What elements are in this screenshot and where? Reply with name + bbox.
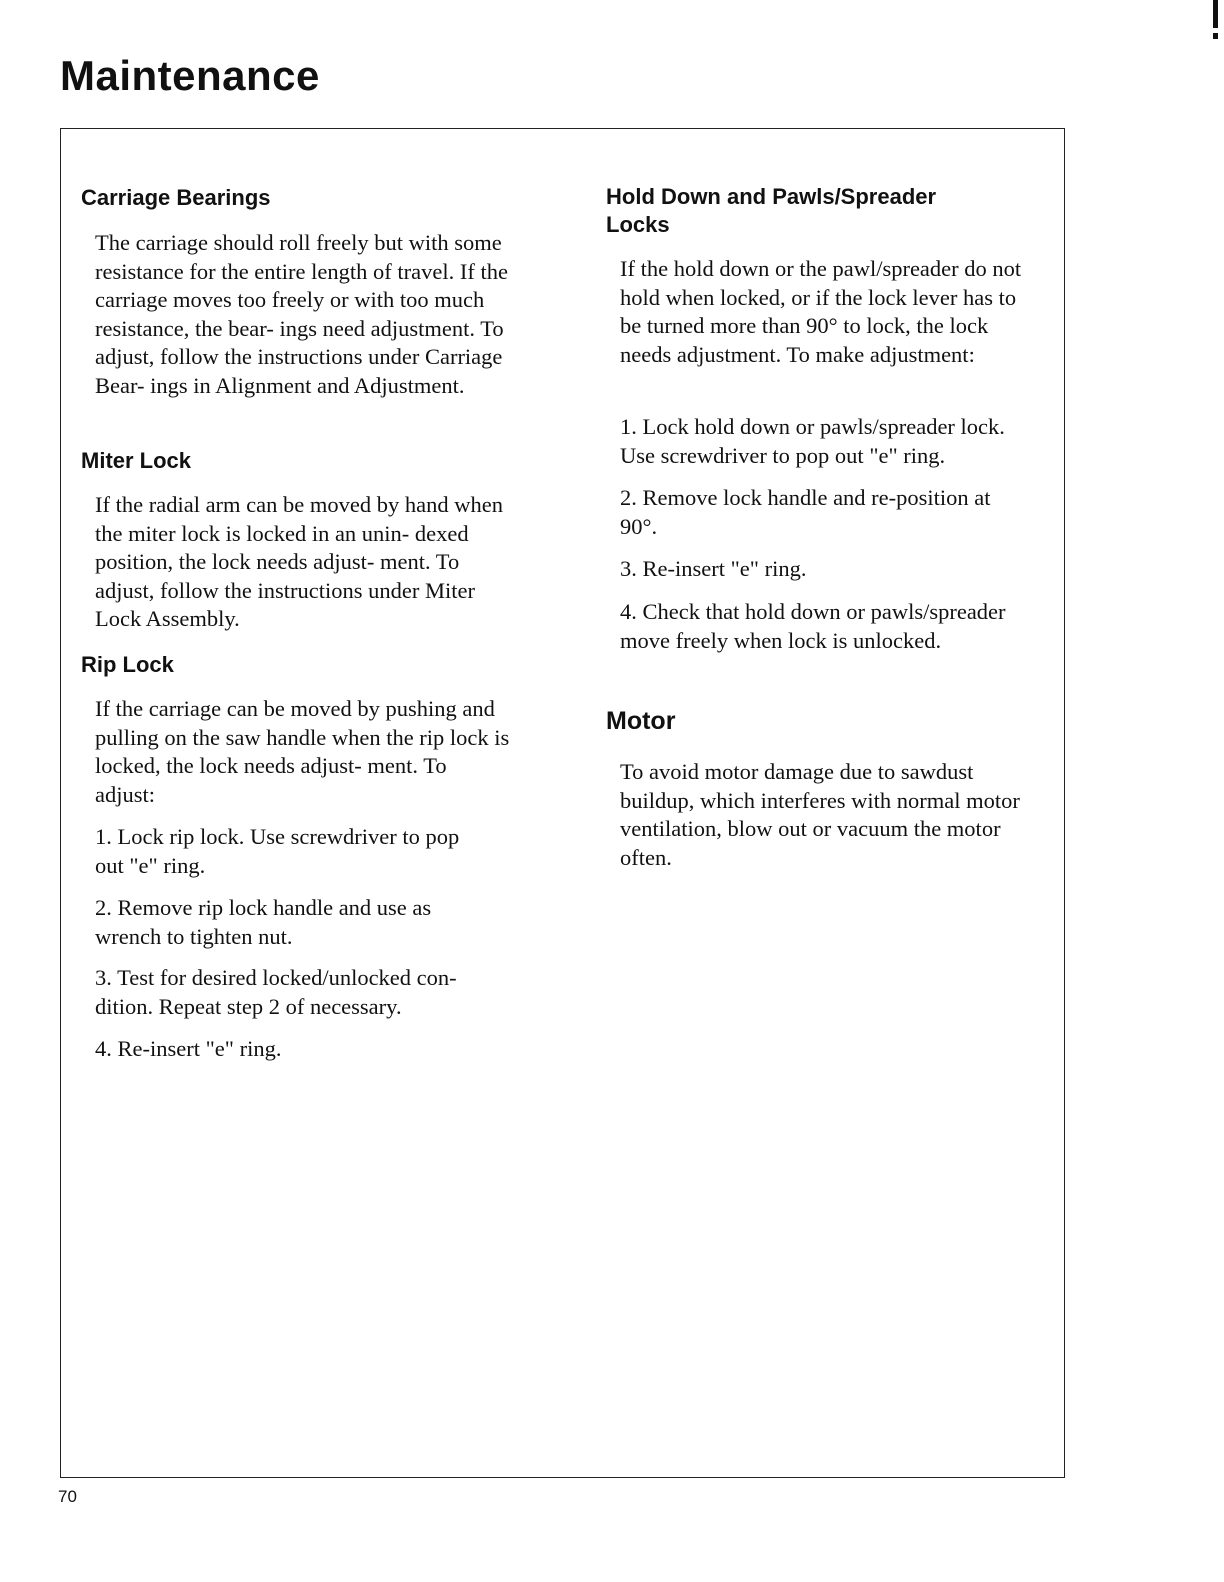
heading-rip-lock: Rip Lock [81, 652, 174, 677]
paragraph-hold-down: If the hold down or the pawl/spreader do not hold when locked, or if the lock lever has to be turned more than 90° to lock, the lock needs adjustment. To make adjustment: [620, 256, 1022, 367]
rip-lock-step-1: 1. Lock rip lock. Use screwdriver to pop out "e" ring. [95, 824, 460, 878]
rip-lock-step-2: 2. Remove rip lock handle and use as wrench to tighten nut. [95, 895, 432, 949]
hold-down-step-4: 4. Check that hold down or pawls/spreader move freely when lock is unlocked. [620, 599, 1006, 653]
hold-down-step-1: 1. Lock hold down or pawls/spreader lock. Use screwdriver to pop out "e" ring. [620, 414, 1005, 468]
hold-down-step-3: 3. Re-insert "e" ring. [620, 556, 807, 581]
paragraph-miter-lock: If the radial arm can be moved by hand when the miter lock is locked in an unin- dexed position, the lock needs adjust- ment. To adjust, follow the instructions under Miter Lock Assembly. [95, 492, 503, 631]
heading-carriage-bearings: Carriage Bearings [81, 185, 271, 210]
heading-miter-lock: Miter Lock [81, 448, 192, 473]
content-frame [60, 128, 1065, 1478]
paragraph-rip-lock: If the carriage can be moved by pushing and pulling on the saw handle when the rip lock is locked, the lock needs adjust- ment. To adjust: [95, 696, 510, 807]
rip-lock-step-4: 4. Re-insert "e" ring. [95, 1036, 282, 1061]
paragraph-motor: To avoid motor damage due to sawdust buildup, which interferes with normal motor ventilation, blow out or vacuum the motor often. [620, 759, 1020, 870]
page-number: 70 [58, 1487, 77, 1506]
heading-motor: Motor [606, 707, 676, 735]
hold-down-step-2: 2. Remove lock handle and re-position at 90°. [620, 485, 991, 539]
heading-hold-down-locks: Hold Down and Pawls/Spreader Locks [606, 184, 937, 237]
page-title: Maintenance [60, 52, 320, 99]
rip-lock-step-3: 3. Test for desired locked/unlocked con- dition. Repeat step 2 of necessary. [95, 965, 457, 1019]
edge-mark [1213, 0, 1218, 28]
paragraph-carriage-bearings: The carriage should roll freely but with some resistance for the entire length of travel. If the carriage moves too freely or with too much resistance, the bear- ings need adjustment. To adjust, follow the instructions under Carriage Bear- ings in Alignment and Adjustment. [95, 230, 508, 398]
edge-mark-dot [1213, 33, 1218, 39]
